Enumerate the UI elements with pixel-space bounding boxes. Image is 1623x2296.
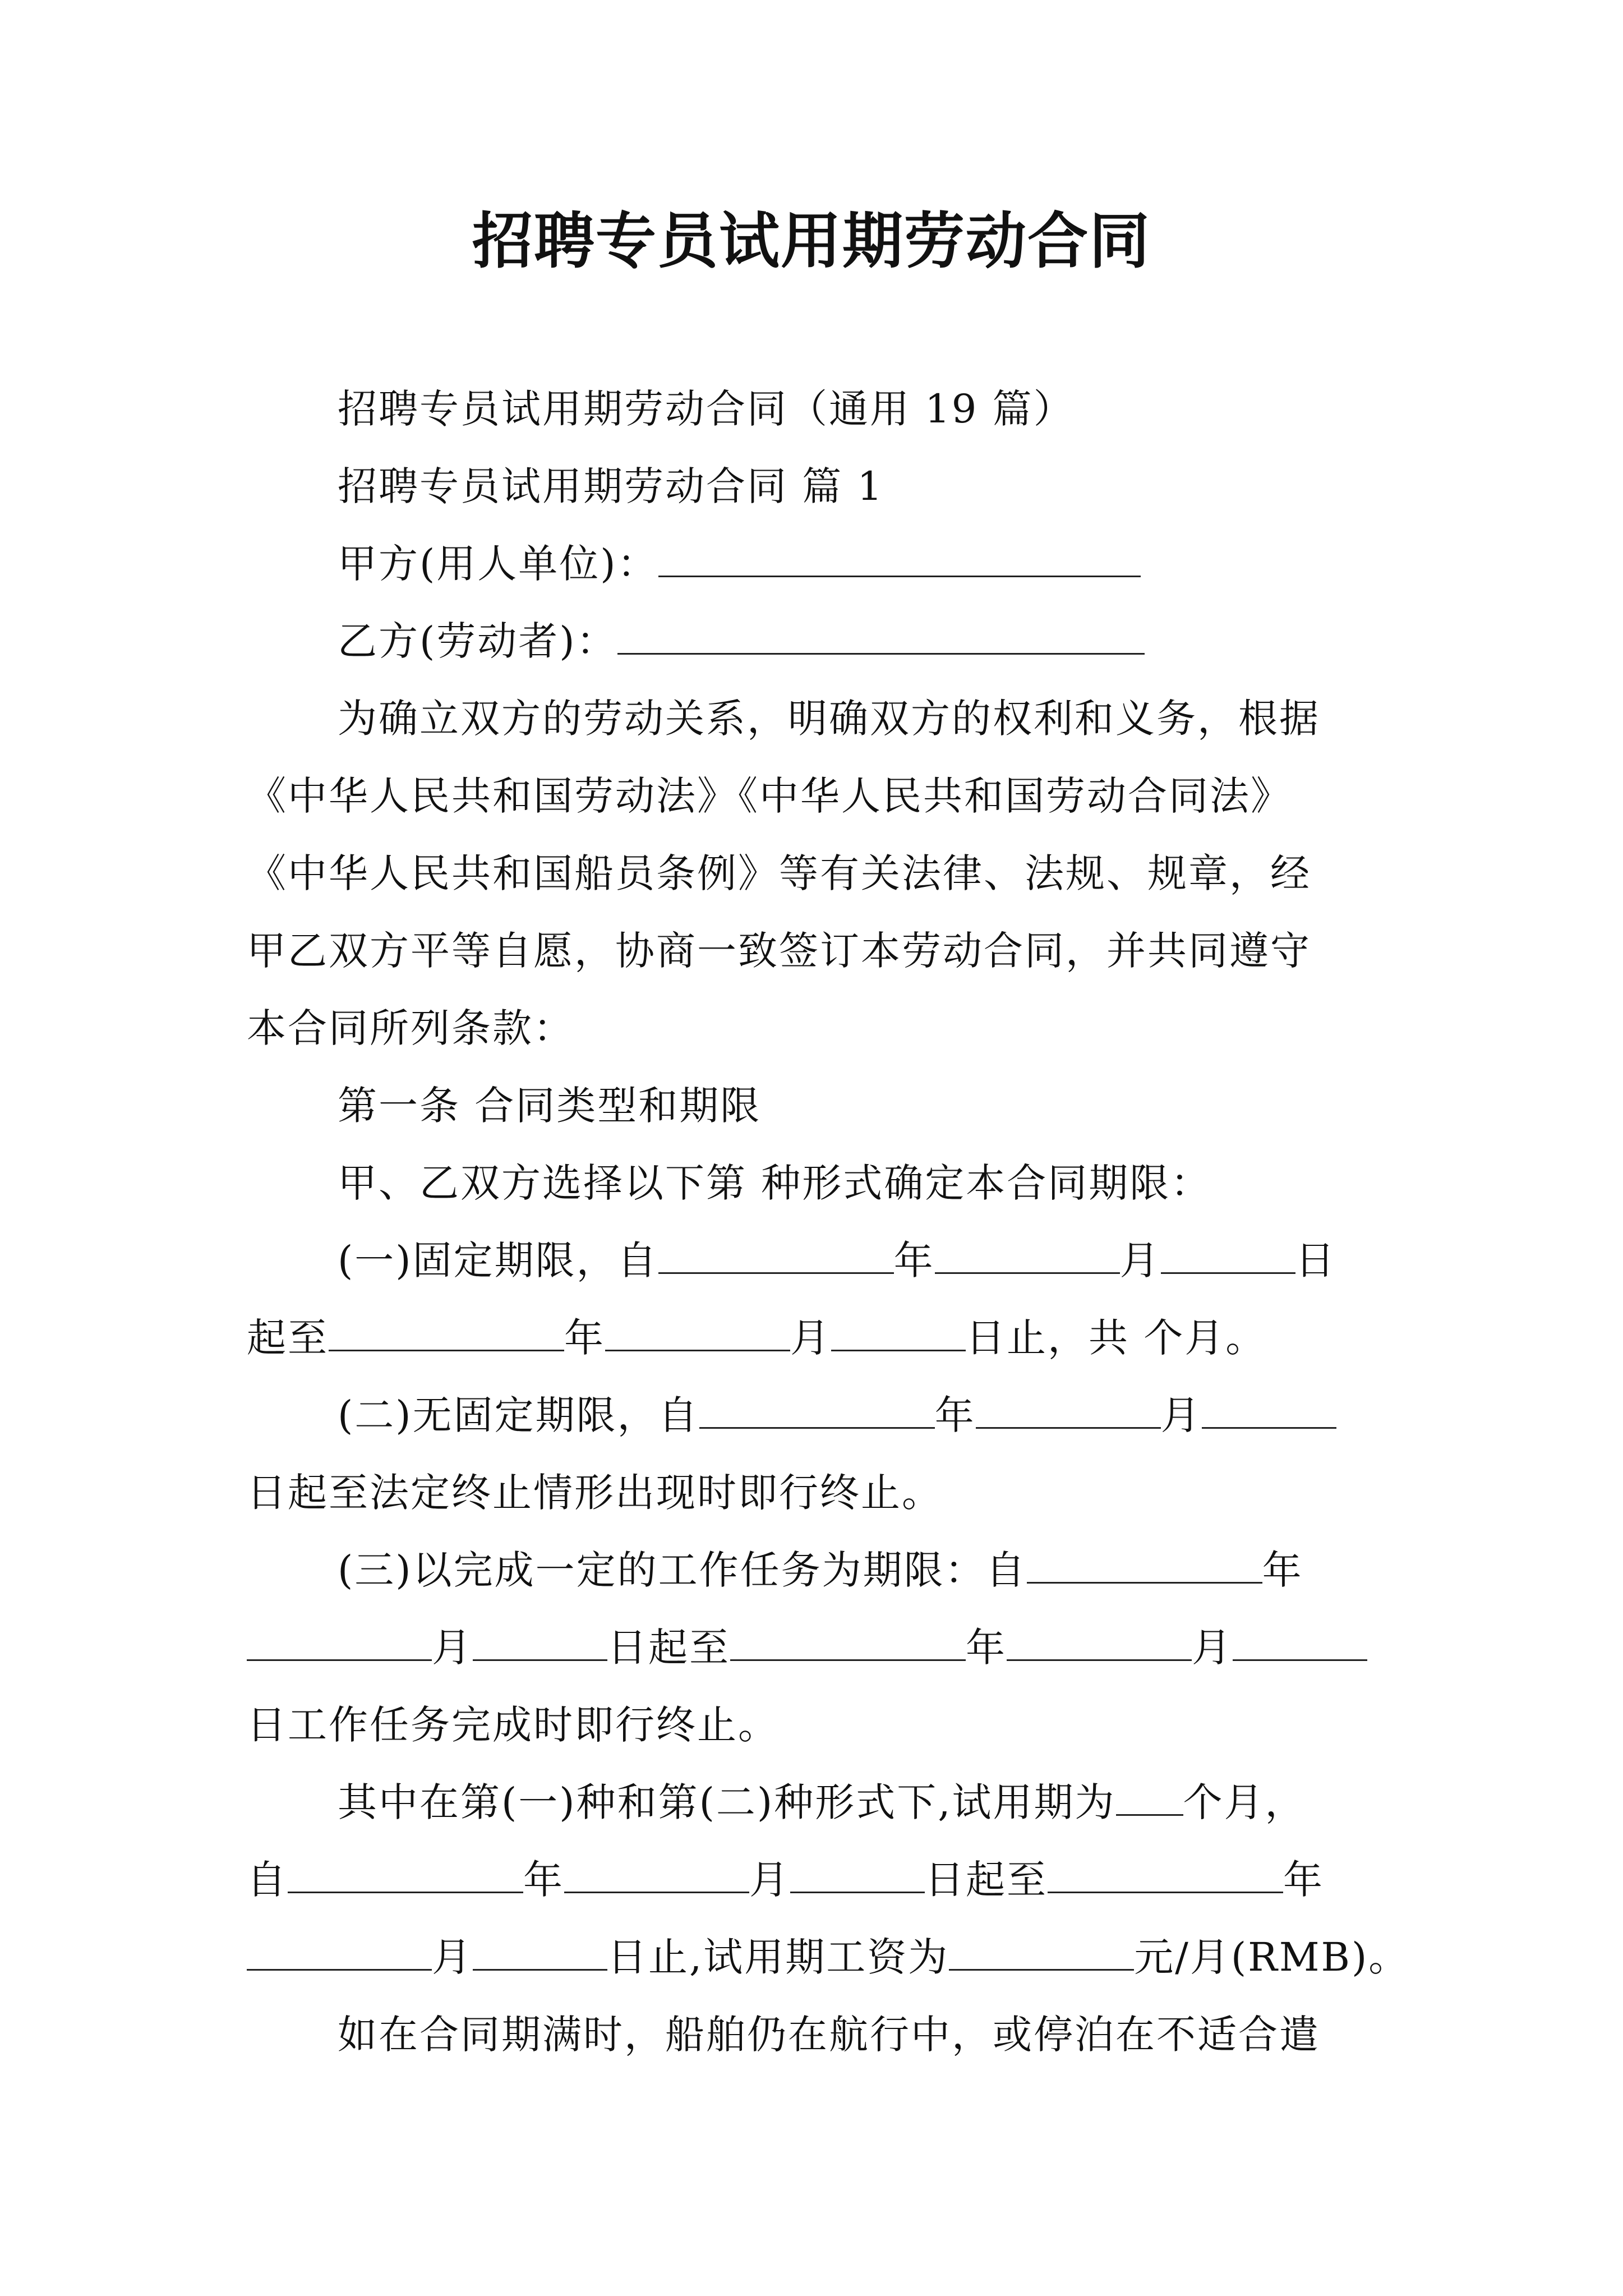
- month-label: 月: [432, 1934, 473, 1980]
- year-label: 年: [1283, 1857, 1324, 1903]
- month-blank: [247, 1625, 432, 1661]
- year-blank: [699, 1392, 935, 1429]
- month-label: 月: [790, 1315, 831, 1361]
- year-label: 年: [523, 1857, 564, 1903]
- final-clause-line: 如在合同期满时，船舶仍在航行中，或停泊在不适合遣: [338, 2012, 1320, 2058]
- year-blank: [730, 1625, 966, 1661]
- day-blank: [1161, 1237, 1295, 1274]
- year-blank: [1027, 1547, 1262, 1584]
- open-term-line: [247, 1377, 1385, 1454]
- month-label: 月: [1160, 1392, 1202, 1438]
- subtitle-line: 招聘专员试用期劳动合同（通用 19 篇）: [338, 386, 1075, 432]
- party-b-line: [247, 602, 1385, 680]
- end-label: 日止，共 个月。: [966, 1315, 1267, 1361]
- trial-months-blank: [1116, 1779, 1183, 1816]
- article-text: 甲、乙双方选择以下第 种形式确定本合同期限：: [338, 1160, 1212, 1206]
- month-label: 月: [432, 1625, 473, 1671]
- trial-period-line: [247, 1764, 1385, 1841]
- open-term-line: 日起至法定终止情形出现时即行终止。: [247, 1470, 943, 1516]
- year-blank: [288, 1857, 523, 1893]
- preamble-line: 本合同所列条款：: [247, 1005, 574, 1051]
- start-until-label: 日起至: [925, 1857, 1048, 1903]
- day-label: 日: [1295, 1237, 1336, 1283]
- months-label: 个月，: [1183, 1779, 1306, 1825]
- year-blank: [1048, 1857, 1283, 1893]
- trial-wage-label: 日止,试用期工资为: [607, 1934, 949, 1980]
- document-body: [247, 370, 1410, 2073]
- wage-blank: [949, 1934, 1134, 1971]
- party-b-blank: [617, 618, 1145, 655]
- article-heading: 第一条 合同类型和期限: [338, 1083, 762, 1129]
- fixed-term-line: [247, 1222, 1385, 1299]
- month-blank: [247, 1934, 432, 1971]
- day-blank: [473, 1934, 607, 1971]
- fixed-term-line: [247, 1299, 1385, 1377]
- preamble-line: 为确立双方的劳动关系，明确双方的权利和义务，根据: [338, 696, 1320, 742]
- day-blank: [1202, 1392, 1336, 1429]
- trial-period-line: [247, 1918, 1410, 1996]
- preamble-line: 《中华人民共和国船员条例》等有关法律、法规、规章，经: [247, 850, 1311, 896]
- fixed-term-label: (一)固定期限，自: [338, 1237, 658, 1283]
- from-label: 自: [247, 1857, 288, 1903]
- day-blank: [790, 1857, 925, 1893]
- task-term-line: [247, 1609, 1385, 1686]
- month-blank: [605, 1315, 790, 1351]
- day-blank: [831, 1315, 966, 1351]
- month-blank: [564, 1857, 749, 1893]
- section-heading: 招聘专员试用期劳动合同 篇 1: [338, 463, 884, 509]
- task-term-label: (三)以完成一定的工作任务为期限：自: [338, 1547, 1027, 1593]
- year-label: 年: [966, 1625, 1007, 1671]
- party-b-label: 乙方(劳动者)：: [338, 618, 617, 664]
- document-title: 招聘专员试用期劳动合同: [472, 206, 1151, 277]
- start-until-label: 日起至: [607, 1625, 730, 1671]
- year-blank: [658, 1237, 894, 1274]
- year-label: 年: [1262, 1547, 1303, 1593]
- year-blank: [329, 1315, 564, 1351]
- month-blank: [976, 1392, 1161, 1429]
- trial-period-label: 其中在第(一)种和第(二)种形式下,试用期为: [338, 1779, 1116, 1825]
- task-term-line: [247, 1531, 1385, 1609]
- day-blank: [473, 1625, 607, 1661]
- party-a-line: [247, 525, 1385, 602]
- month-blank: [1007, 1625, 1192, 1661]
- month-blank: [935, 1237, 1120, 1274]
- trial-period-line: [247, 1841, 1385, 1918]
- preamble-line: 甲乙双方平等自愿，协商一致签订本劳动合同，并共同遵守: [247, 928, 1311, 974]
- year-label: 年: [934, 1392, 976, 1438]
- party-a-label: 甲方(用人单位)：: [338, 541, 658, 587]
- year-label: 年: [893, 1237, 935, 1283]
- month-label: 月: [1119, 1237, 1161, 1283]
- currency-label: 元/月(RMB)。: [1134, 1934, 1410, 1980]
- month-label: 月: [1192, 1625, 1233, 1671]
- day-blank: [1233, 1625, 1367, 1661]
- until-label: 起至: [247, 1315, 329, 1361]
- month-label: 月: [749, 1857, 790, 1903]
- preamble-line: 《中华人民共和国劳动法》《中华人民共和国劳动合同法》: [247, 773, 1292, 819]
- party-a-blank: [658, 541, 1141, 577]
- open-term-label: (二)无固定期限，自: [338, 1392, 699, 1438]
- task-term-line: 日工作任务完成时即行终止。: [247, 1702, 779, 1748]
- year-label: 年: [564, 1315, 605, 1361]
